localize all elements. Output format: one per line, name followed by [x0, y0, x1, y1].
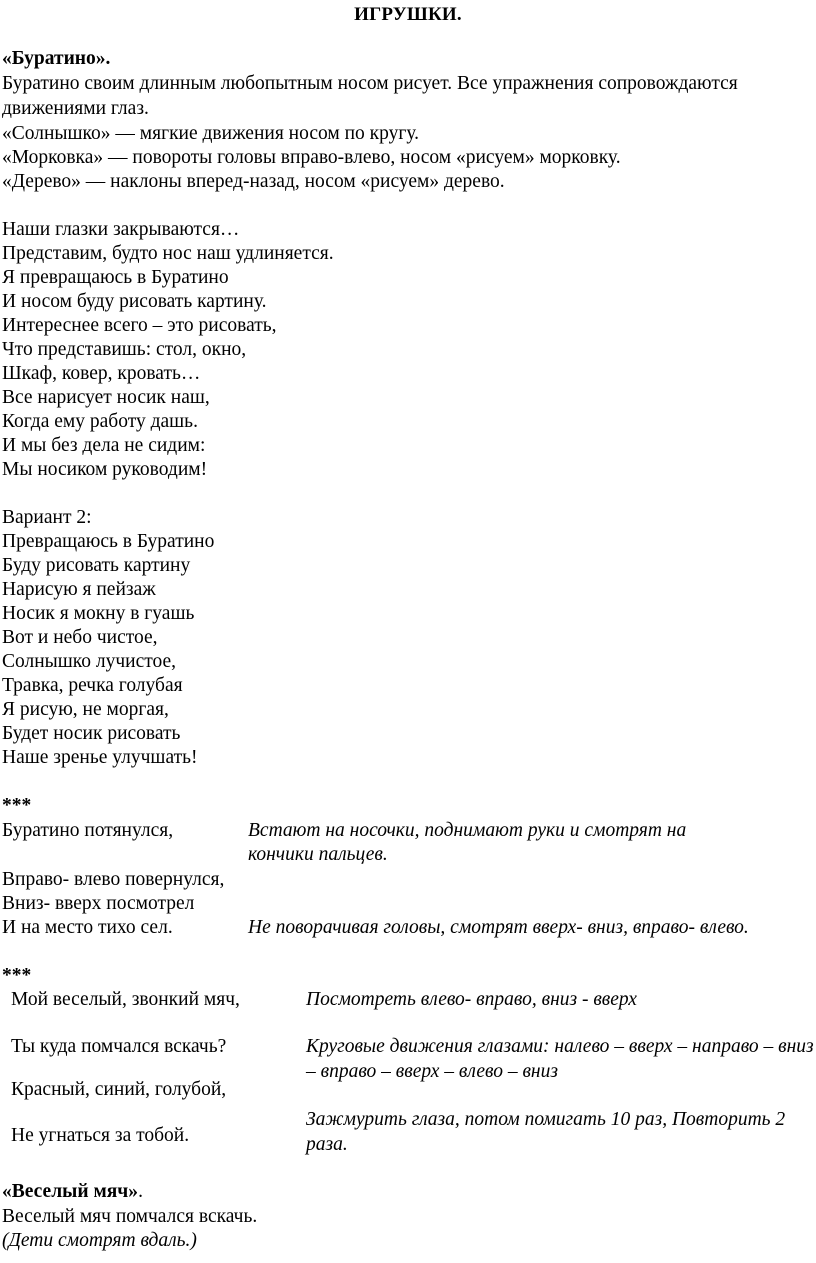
- section-heading-ball: [2, 1180, 143, 1204]
- ball-line-2: (Дети смотрят вдаль.): [2, 1230, 197, 1251]
- poem-1-line: Представим, будто нос наш удлиняется.: [2, 243, 334, 264]
- gym-1-verse: Вправо- влево повернулся,: [2, 869, 225, 890]
- variant-label: Вариант 2:: [2, 507, 92, 528]
- poem-1-line: Шкаф, ковер, кровать…: [2, 363, 201, 384]
- poem-1-line: Мы носиком руководим!: [2, 459, 208, 480]
- gym-2-note: Круговые движения глазами: налево – вверх – направо – вниз: [306, 1036, 814, 1057]
- poem-2-line: Превращаюсь в Буратино: [2, 531, 215, 552]
- ball-heading: «Веселый мяч»: [2, 1181, 139, 1202]
- poem-2-line: Я рисую, не моргая,: [2, 699, 169, 720]
- poem-1-line: Наши глазки закрываются…: [2, 219, 240, 240]
- poem-2-line: Наше зренье улучшать!: [2, 747, 198, 768]
- poem-2-line: Солнышко лучистое,: [2, 651, 177, 672]
- exercise-carrot: «Морковка» — повороты головы вправо-влево, носом «рисуем» морковку.: [2, 147, 621, 168]
- poem-1-line: Интереснее всего – это рисовать,: [2, 315, 277, 336]
- gym-2-verse: Ты куда помчался вскачь?: [11, 1036, 227, 1057]
- poem-1-line: И мы без дела не сидим:: [2, 435, 206, 456]
- poem-1-line: Когда ему работу дашь.: [2, 411, 198, 432]
- poem-1-line: Что представишь: стол, окно,: [2, 339, 247, 360]
- gym-1-note: Встают на носочки, поднимают руки и смотрят на: [248, 820, 687, 841]
- intro-line-1: Буратино своим длинным любопытным носом рисует. Все упражнения сопровождаются: [2, 73, 738, 94]
- poem-2-line: Носик я мокну в гуашь: [2, 603, 195, 624]
- gym-1-note: Не поворачивая головы, смотрят вверх- вниз, вправо- влево.: [248, 917, 749, 938]
- intro-line-2: движениями глаз.: [2, 98, 149, 119]
- gym-1-verse: И на место тихо сел.: [2, 917, 173, 938]
- gym-1-verse: Буратино потянулся,: [2, 820, 174, 841]
- gym-1-verse: Вниз- вверх посмотрел: [2, 893, 195, 914]
- ball-line-1: Веселый мяч помчался вскачь.: [2, 1206, 258, 1227]
- poem-2-line: Будет носик рисовать: [2, 723, 181, 744]
- separator-stars: ***: [2, 795, 32, 816]
- poem-2-line: Нарисую я пейзаж: [2, 579, 156, 600]
- poem-2-line: Вот и небо чистое,: [2, 627, 158, 648]
- gym-2-note: Зажмурить глаза, потом помигать 10 раз, Повторить 2: [306, 1109, 786, 1130]
- gym-2-verse: Красный, синий, голубой,: [11, 1079, 227, 1100]
- gym-2-note: Посмотреть влево- вправо, вниз - вверх: [306, 989, 637, 1010]
- separator-stars: ***: [2, 965, 32, 986]
- poem-2-line: Травка, речка голубая: [2, 675, 183, 696]
- gym-2-verse: Не угнаться за тобой.: [11, 1125, 190, 1146]
- gym-2-note: раза.: [306, 1134, 348, 1155]
- gym-2-verse: Мой веселый, звонкий мяч,: [11, 989, 240, 1010]
- poem-1-line: И носом буду рисовать картину.: [2, 291, 267, 312]
- poem-1-line: Все нарисует носик наш,: [2, 387, 210, 408]
- ball-heading-dot: .: [138, 1181, 143, 1202]
- gym-2-note: – вправо – вверх – влево – вниз: [306, 1061, 558, 1082]
- document-title: ИГРУШКИ.: [354, 4, 462, 25]
- poem-1-line: Я превращаюсь в Буратино: [2, 267, 229, 288]
- section-heading-buratino: «Буратино».: [2, 48, 111, 69]
- poem-2-line: Буду рисовать картину: [2, 555, 191, 576]
- gym-1-note: кончики пальцев.: [248, 844, 388, 865]
- exercise-sun: «Солнышко» — мягкие движения носом по кругу.: [2, 123, 420, 144]
- exercise-tree: «Дерево» — наклоны вперед-назад, носом «рисуем» дерево.: [2, 171, 505, 192]
